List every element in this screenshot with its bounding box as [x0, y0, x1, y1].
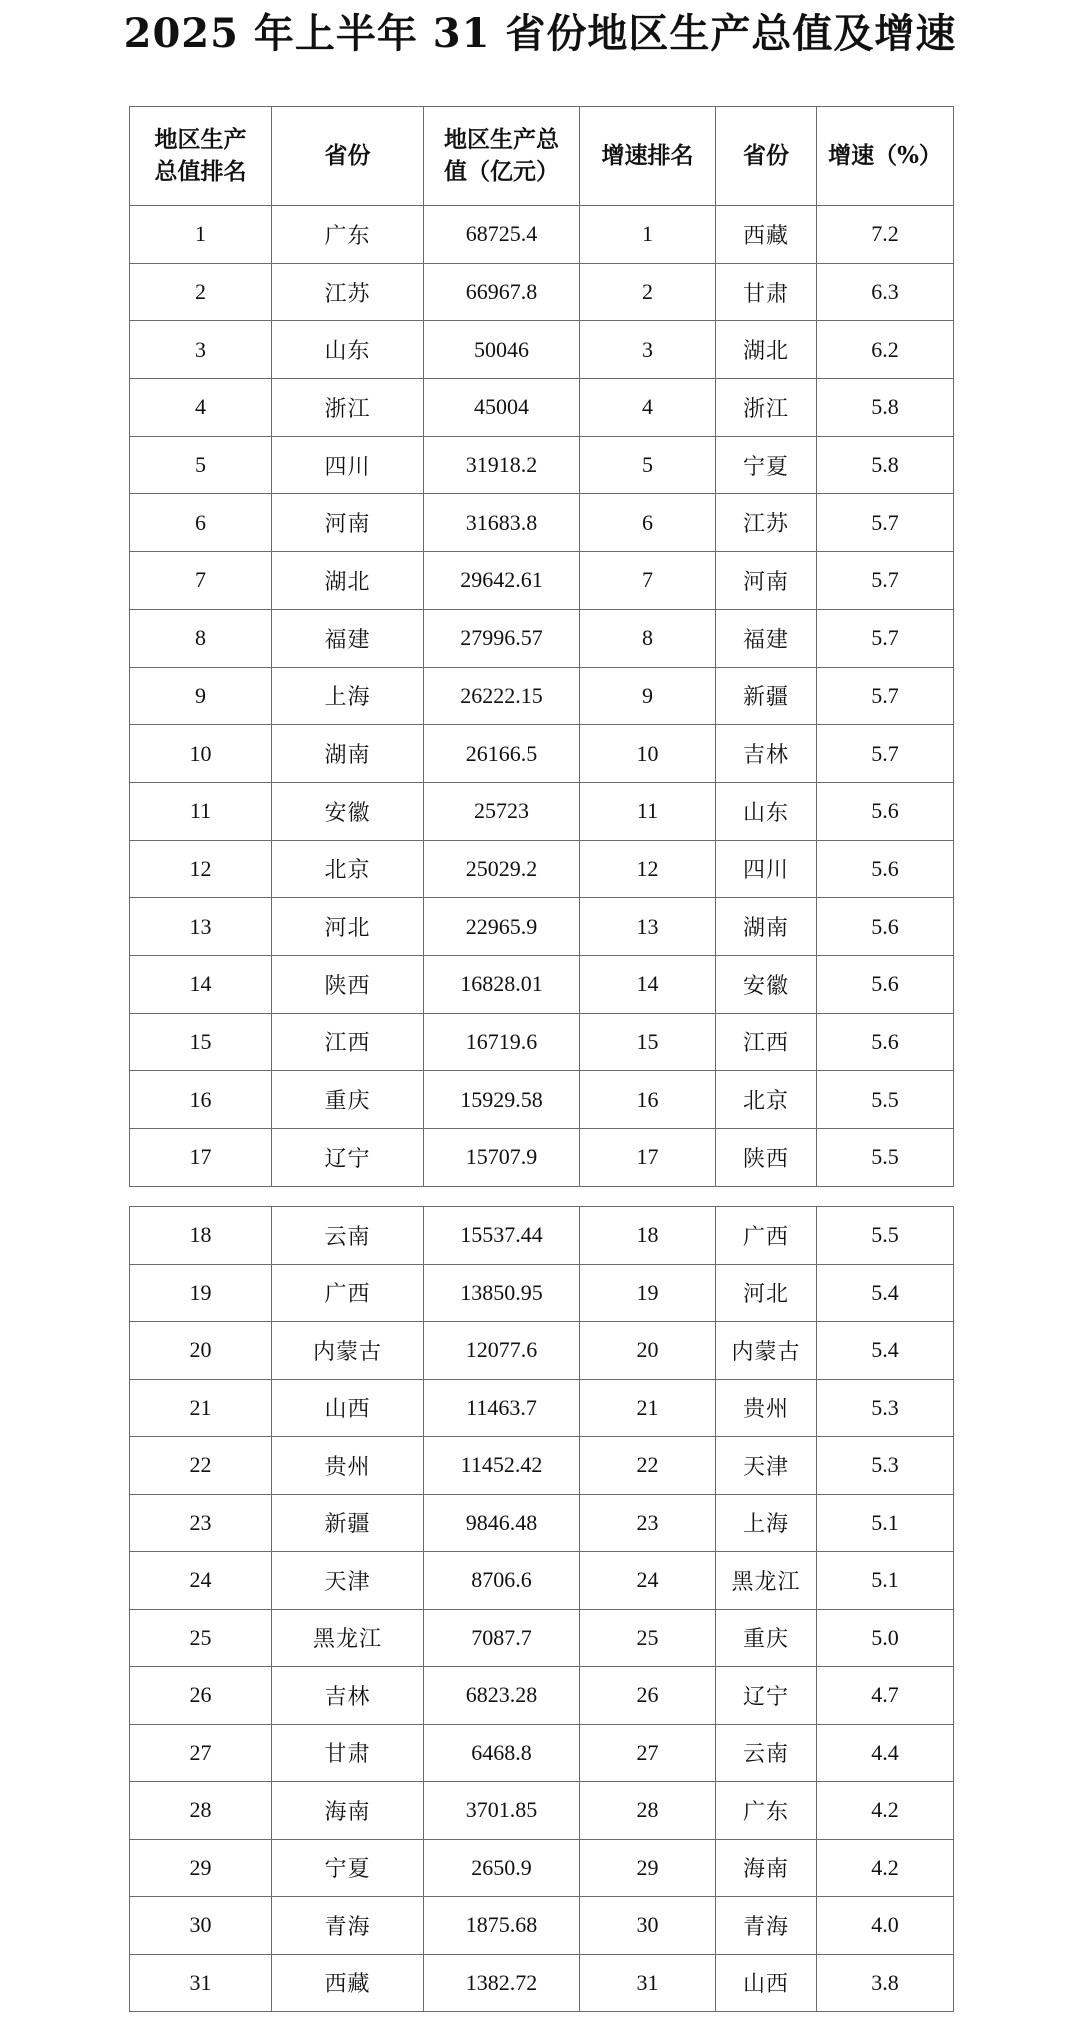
cell-growth-province: 江西 — [716, 1013, 817, 1071]
cell-gdp-province: 广东 — [272, 206, 424, 264]
cell-gdp-province: 云南 — [272, 1207, 424, 1265]
cell-growth-rank: 22 — [580, 1437, 716, 1495]
table-row — [130, 1264, 954, 1322]
cell-growth-rank: 28 — [580, 1782, 716, 1840]
table-row — [130, 1782, 954, 1840]
cell-gdp-value: 7087.7 — [424, 1609, 580, 1667]
cell-gdp-province: 湖南 — [272, 725, 424, 783]
cell-growth-rank: 14 — [580, 955, 716, 1013]
cell-growth-province: 广西 — [716, 1207, 817, 1265]
cell-gdp-rank: 30 — [130, 1897, 272, 1955]
cell-gdp-province: 天津 — [272, 1552, 424, 1610]
cell-growth-value: 4.4 — [817, 1724, 954, 1782]
table-row — [130, 1494, 954, 1552]
table-row — [130, 1552, 954, 1610]
cell-growth-value: 5.8 — [817, 379, 954, 437]
cell-gdp-value: 11463.7 — [424, 1379, 580, 1437]
table-row — [130, 1954, 954, 2012]
cell-gdp-value: 25723 — [424, 782, 580, 840]
table-row — [130, 840, 954, 898]
cell-gdp-value: 1382.72 — [424, 1954, 580, 2012]
cell-growth-value: 5.6 — [817, 782, 954, 840]
cell-gdp-value: 31918.2 — [424, 436, 580, 494]
cell-growth-province: 河南 — [716, 552, 817, 610]
table-row — [130, 494, 954, 552]
cell-growth-province: 重庆 — [716, 1609, 817, 1667]
cell-gdp-value: 25029.2 — [424, 840, 580, 898]
cell-gdp-province: 北京 — [272, 840, 424, 898]
table-row — [130, 321, 954, 379]
cell-gdp-rank: 23 — [130, 1494, 272, 1552]
cell-growth-province: 浙江 — [716, 379, 817, 437]
cell-gdp-rank: 29 — [130, 1839, 272, 1897]
cell-growth-rank: 9 — [580, 667, 716, 725]
cell-gdp-rank: 26 — [130, 1667, 272, 1725]
cell-growth-rank: 7 — [580, 552, 716, 610]
header-province-2: 省份 — [716, 107, 817, 206]
cell-gdp-value: 12077.6 — [424, 1322, 580, 1380]
cell-growth-province: 辽宁 — [716, 1667, 817, 1725]
cell-gdp-value: 6823.28 — [424, 1667, 580, 1725]
cell-gdp-value: 3701.85 — [424, 1782, 580, 1840]
cell-growth-province: 吉林 — [716, 725, 817, 783]
cell-growth-rank: 10 — [580, 725, 716, 783]
header-growth-rank: 增速排名 — [580, 107, 716, 206]
table-row — [130, 1667, 954, 1725]
cell-growth-province: 宁夏 — [716, 436, 817, 494]
cell-growth-province: 山西 — [716, 1954, 817, 2012]
cell-growth-rank: 11 — [580, 782, 716, 840]
cell-gdp-rank: 11 — [130, 782, 272, 840]
cell-gdp-value: 8706.6 — [424, 1552, 580, 1610]
cell-growth-value: 7.2 — [817, 206, 954, 264]
cell-growth-rank: 25 — [580, 1609, 716, 1667]
cell-gdp-value: 16719.6 — [424, 1013, 580, 1071]
cell-gdp-value: 9846.48 — [424, 1494, 580, 1552]
cell-gdp-rank: 7 — [130, 552, 272, 610]
cell-growth-value: 5.4 — [817, 1322, 954, 1380]
cell-growth-province: 广东 — [716, 1782, 817, 1840]
cell-gdp-value: 22965.9 — [424, 898, 580, 956]
cell-gdp-value: 66967.8 — [424, 263, 580, 321]
table-row — [130, 436, 954, 494]
cell-growth-value: 5.5 — [817, 1071, 954, 1129]
cell-gdp-rank: 16 — [130, 1071, 272, 1129]
cell-gdp-rank: 13 — [130, 898, 272, 956]
cell-growth-province: 陕西 — [716, 1129, 817, 1187]
cell-growth-rank: 13 — [580, 898, 716, 956]
cell-gdp-province: 黑龙江 — [272, 1609, 424, 1667]
cell-gdp-rank: 14 — [130, 955, 272, 1013]
cell-gdp-value: 26166.5 — [424, 725, 580, 783]
cell-growth-value: 5.3 — [817, 1379, 954, 1437]
cell-growth-value: 4.0 — [817, 1897, 954, 1955]
cell-growth-rank: 20 — [580, 1322, 716, 1380]
cell-growth-province: 安徽 — [716, 955, 817, 1013]
cell-growth-value: 5.3 — [817, 1437, 954, 1495]
table-row — [130, 263, 954, 321]
cell-growth-value: 6.2 — [817, 321, 954, 379]
cell-gdp-value: 26222.15 — [424, 667, 580, 725]
cell-growth-rank: 16 — [580, 1071, 716, 1129]
cell-gdp-province: 山西 — [272, 1379, 424, 1437]
table-row — [130, 1609, 954, 1667]
cell-gdp-rank: 24 — [130, 1552, 272, 1610]
table-row — [130, 955, 954, 1013]
cell-growth-value: 6.3 — [817, 263, 954, 321]
cell-growth-rank: 17 — [580, 1129, 716, 1187]
cell-growth-rank: 1 — [580, 206, 716, 264]
cell-growth-rank: 21 — [580, 1379, 716, 1437]
cell-gdp-rank: 17 — [130, 1129, 272, 1187]
cell-gdp-value: 2650.9 — [424, 1839, 580, 1897]
cell-growth-province: 内蒙古 — [716, 1322, 817, 1380]
cell-gdp-rank: 8 — [130, 609, 272, 667]
cell-gdp-value: 68725.4 — [424, 206, 580, 264]
cell-gdp-rank: 4 — [130, 379, 272, 437]
cell-growth-rank: 27 — [580, 1724, 716, 1782]
cell-growth-value: 5.8 — [817, 436, 954, 494]
cell-growth-province: 西藏 — [716, 206, 817, 264]
header-gdp: 地区生产总值（亿元） — [424, 107, 580, 206]
header-growth: 增速（%） — [817, 107, 954, 206]
cell-gdp-province: 安徽 — [272, 782, 424, 840]
table-row — [130, 1437, 954, 1495]
cell-growth-rank: 3 — [580, 321, 716, 379]
cell-gdp-rank: 18 — [130, 1207, 272, 1265]
cell-growth-province: 黑龙江 — [716, 1552, 817, 1610]
cell-gdp-province: 浙江 — [272, 379, 424, 437]
cell-gdp-province: 四川 — [272, 436, 424, 494]
cell-gdp-rank: 5 — [130, 436, 272, 494]
cell-growth-rank: 23 — [580, 1494, 716, 1552]
cell-gdp-value: 27996.57 — [424, 609, 580, 667]
table-header-row — [130, 107, 954, 206]
table-row — [130, 609, 954, 667]
cell-gdp-province: 重庆 — [272, 1071, 424, 1129]
cell-growth-rank: 29 — [580, 1839, 716, 1897]
cell-growth-rank: 19 — [580, 1264, 716, 1322]
cell-gdp-rank: 3 — [130, 321, 272, 379]
cell-gdp-province: 贵州 — [272, 1437, 424, 1495]
cell-growth-province: 甘肃 — [716, 263, 817, 321]
cell-growth-value: 3.8 — [817, 1954, 954, 2012]
cell-growth-province: 北京 — [716, 1071, 817, 1129]
cell-growth-value: 5.6 — [817, 898, 954, 956]
cell-gdp-province: 广西 — [272, 1264, 424, 1322]
cell-growth-province: 天津 — [716, 1437, 817, 1495]
cell-gdp-rank: 19 — [130, 1264, 272, 1322]
cell-growth-value: 5.4 — [817, 1264, 954, 1322]
cell-growth-rank: 4 — [580, 379, 716, 437]
cell-growth-province: 青海 — [716, 1897, 817, 1955]
header-gdp-rank: 地区生产总值排名 — [130, 107, 272, 206]
cell-growth-value: 5.6 — [817, 1013, 954, 1071]
table-row — [130, 782, 954, 840]
table-row — [130, 667, 954, 725]
cell-growth-rank: 5 — [580, 436, 716, 494]
cell-growth-province: 山东 — [716, 782, 817, 840]
cell-growth-province: 贵州 — [716, 1379, 817, 1437]
cell-gdp-value: 16828.01 — [424, 955, 580, 1013]
table-row — [130, 1207, 954, 1265]
cell-growth-rank: 26 — [580, 1667, 716, 1725]
cell-growth-province: 新疆 — [716, 667, 817, 725]
cell-growth-value: 5.7 — [817, 667, 954, 725]
table-row — [130, 206, 954, 264]
cell-gdp-province: 湖北 — [272, 552, 424, 610]
cell-gdp-rank: 27 — [130, 1724, 272, 1782]
table-row — [130, 725, 954, 783]
cell-growth-value: 5.1 — [817, 1552, 954, 1610]
table-row — [130, 1322, 954, 1380]
cell-gdp-value: 15929.58 — [424, 1071, 580, 1129]
cell-gdp-rank: 22 — [130, 1437, 272, 1495]
cell-gdp-rank: 6 — [130, 494, 272, 552]
cell-gdp-province: 江苏 — [272, 263, 424, 321]
cell-gdp-province: 河南 — [272, 494, 424, 552]
cell-gdp-value: 1875.68 — [424, 1897, 580, 1955]
cell-growth-value: 5.7 — [817, 725, 954, 783]
cell-growth-province: 云南 — [716, 1724, 817, 1782]
cell-gdp-province: 甘肃 — [272, 1724, 424, 1782]
table-row — [130, 1071, 954, 1129]
cell-growth-rank: 18 — [580, 1207, 716, 1265]
cell-gdp-rank: 25 — [130, 1609, 272, 1667]
cell-growth-value: 4.2 — [817, 1839, 954, 1897]
cell-growth-value: 4.7 — [817, 1667, 954, 1725]
cell-gdp-province: 江西 — [272, 1013, 424, 1071]
cell-growth-rank: 2 — [580, 263, 716, 321]
cell-growth-province: 福建 — [716, 609, 817, 667]
header-province: 省份 — [272, 107, 424, 206]
cell-growth-rank: 31 — [580, 1954, 716, 2012]
cell-gdp-value: 31683.8 — [424, 494, 580, 552]
cell-gdp-rank: 31 — [130, 1954, 272, 2012]
cell-growth-value: 4.2 — [817, 1782, 954, 1840]
table-row — [130, 1379, 954, 1437]
cell-growth-value: 5.0 — [817, 1609, 954, 1667]
page-title: 2025 年上半年 31 省份地区生产总值及增速 — [123, 10, 957, 57]
cell-gdp-province: 辽宁 — [272, 1129, 424, 1187]
cell-growth-rank: 12 — [580, 840, 716, 898]
table-row — [130, 1724, 954, 1782]
cell-gdp-rank: 10 — [130, 725, 272, 783]
cell-gdp-province: 西藏 — [272, 1954, 424, 2012]
cell-growth-value: 5.5 — [817, 1129, 954, 1187]
table-row — [130, 379, 954, 437]
cell-growth-value: 5.6 — [817, 840, 954, 898]
table-row — [130, 1897, 954, 1955]
cell-growth-province: 上海 — [716, 1494, 817, 1552]
cell-gdp-value: 50046 — [424, 321, 580, 379]
gdp-table-part-1 — [129, 106, 954, 1187]
cell-gdp-value: 45004 — [424, 379, 580, 437]
table-row — [130, 552, 954, 610]
cell-gdp-rank: 1 — [130, 206, 272, 264]
cell-growth-province: 江苏 — [716, 494, 817, 552]
cell-gdp-province: 上海 — [272, 667, 424, 725]
cell-growth-province: 河北 — [716, 1264, 817, 1322]
cell-growth-rank: 6 — [580, 494, 716, 552]
cell-gdp-province: 内蒙古 — [272, 1322, 424, 1380]
cell-gdp-province: 河北 — [272, 898, 424, 956]
cell-gdp-province: 福建 — [272, 609, 424, 667]
cell-gdp-rank: 2 — [130, 263, 272, 321]
cell-growth-value: 5.6 — [817, 955, 954, 1013]
table-row — [130, 898, 954, 956]
cell-growth-value: 5.7 — [817, 609, 954, 667]
cell-gdp-rank: 9 — [130, 667, 272, 725]
table-row — [130, 1129, 954, 1187]
cell-gdp-value: 29642.61 — [424, 552, 580, 610]
cell-growth-value: 5.1 — [817, 1494, 954, 1552]
cell-gdp-value: 13850.95 — [424, 1264, 580, 1322]
cell-gdp-rank: 21 — [130, 1379, 272, 1437]
cell-gdp-value: 11452.42 — [424, 1437, 580, 1495]
cell-gdp-province: 陕西 — [272, 955, 424, 1013]
cell-growth-value: 5.7 — [817, 552, 954, 610]
cell-gdp-rank: 15 — [130, 1013, 272, 1071]
cell-growth-province: 四川 — [716, 840, 817, 898]
cell-gdp-value: 15707.9 — [424, 1129, 580, 1187]
cell-gdp-province: 青海 — [272, 1897, 424, 1955]
cell-gdp-province: 新疆 — [272, 1494, 424, 1552]
cell-gdp-rank: 12 — [130, 840, 272, 898]
table-row — [130, 1013, 954, 1071]
cell-growth-value: 5.5 — [817, 1207, 954, 1265]
cell-gdp-province: 吉林 — [272, 1667, 424, 1725]
cell-growth-value: 5.7 — [817, 494, 954, 552]
cell-growth-rank: 15 — [580, 1013, 716, 1071]
cell-gdp-province: 海南 — [272, 1782, 424, 1840]
cell-growth-province: 湖北 — [716, 321, 817, 379]
cell-gdp-province: 山东 — [272, 321, 424, 379]
cell-gdp-value: 15537.44 — [424, 1207, 580, 1265]
gdp-table-part-2 — [129, 1206, 954, 2012]
cell-growth-province: 湖南 — [716, 898, 817, 956]
cell-growth-rank: 30 — [580, 1897, 716, 1955]
cell-gdp-province: 宁夏 — [272, 1839, 424, 1897]
table-row — [130, 1839, 954, 1897]
cell-gdp-value: 6468.8 — [424, 1724, 580, 1782]
cell-gdp-rank: 28 — [130, 1782, 272, 1840]
cell-gdp-rank: 20 — [130, 1322, 272, 1380]
cell-growth-rank: 24 — [580, 1552, 716, 1610]
cell-growth-rank: 8 — [580, 609, 716, 667]
cell-growth-province: 海南 — [716, 1839, 817, 1897]
